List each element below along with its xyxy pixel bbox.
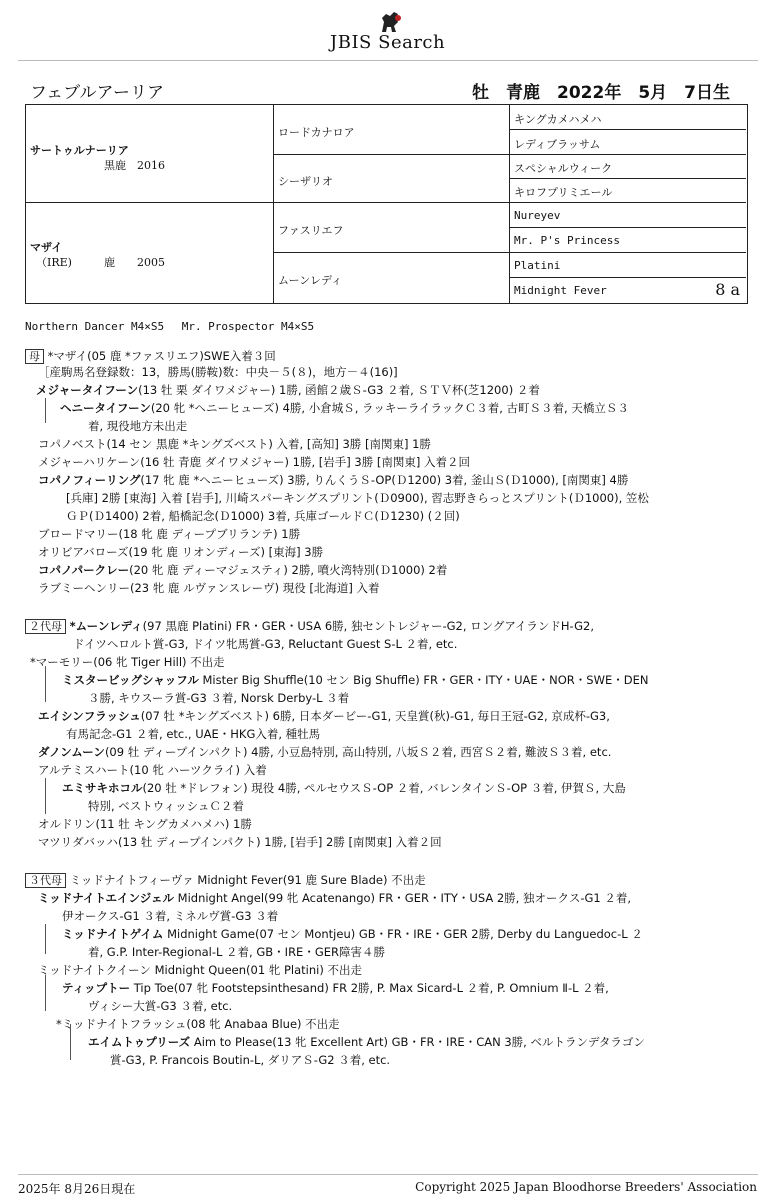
tree-connector bbox=[45, 398, 46, 423]
horse-info: 牡 青鹿 2022年 5月 7日生 bbox=[472, 83, 730, 103]
record-text: マツリダバッハ(13 牡 ディープインパクト) 1勝, [岩手] 2勝 [南関東] 入着２回 bbox=[38, 835, 442, 849]
record-line bbox=[25, 618, 594, 634]
horse-link[interactable]: ヘニータイフーン bbox=[60, 401, 151, 415]
record-line bbox=[38, 816, 252, 832]
horse-link[interactable]: ミッドナイトゲイム bbox=[62, 927, 164, 941]
record-text: ブロードマリー(18 牝 鹿 ディープブリランテ) 1勝 bbox=[38, 527, 301, 541]
record-line bbox=[88, 418, 187, 434]
record-line bbox=[38, 436, 431, 452]
record-line bbox=[38, 890, 631, 906]
sire-detail: 黒鹿 2016 bbox=[104, 159, 165, 172]
record-line bbox=[38, 708, 610, 724]
record-line bbox=[56, 1016, 340, 1032]
record-line bbox=[62, 980, 609, 996]
record-text: (20 牝 *ヘニーヒューズ) 4勝, 小倉城Ｓ, ラッキーライラックＣ３着, 古町Ｓ３着, 天橋立Ｓ３ bbox=[150, 401, 629, 415]
record-text: 着, 現役地方未出走 bbox=[88, 419, 188, 433]
gen3-name[interactable]: キングカメハメハ bbox=[514, 113, 602, 126]
record-text: 着, G.P. Inter-Regional-L ２着, GB・IRE・GER障害４勝 bbox=[88, 945, 385, 959]
gen3-name[interactable]: Nureyev bbox=[514, 209, 561, 222]
gen3-name[interactable]: Midnight Fever bbox=[514, 284, 607, 297]
generation-badge: 母 bbox=[25, 349, 44, 364]
dam-detail: 鹿 2005 bbox=[104, 256, 165, 269]
record-line bbox=[38, 562, 447, 578]
tree-connector bbox=[45, 975, 46, 1011]
gen3-name[interactable]: レディブラッサム bbox=[514, 138, 601, 151]
record-text: [兵庫] 2勝 [東海] 入着 [岩手], 川崎スパーキングスプリント(Ｄ0900), 習志野きらっとスプリント(Ｄ1000), 笠松 bbox=[66, 491, 649, 505]
record-line bbox=[38, 580, 380, 596]
horse-name: フェブルアーリア bbox=[30, 83, 164, 103]
record-line bbox=[38, 962, 362, 978]
horse-link[interactable]: ミスタービッグシャッフル bbox=[62, 673, 199, 687]
record-text: (07 牡 *キングズベスト) 6勝, 日本ダービー-G1, 天皇賞(秋)-G1, 毎日王冠-G2, 京成杯-G3, bbox=[140, 709, 610, 723]
horse-link[interactable]: エイシンフラッシュ bbox=[38, 709, 141, 723]
record-text: ３勝, キウスーラ賞-G3 ３着, Norsk Derby-L ３着 bbox=[88, 691, 350, 705]
record-text: *マーモリー(06 牝 Tiger Hill) 不出走 bbox=[30, 655, 225, 669]
record-text: Midnight Game(07 セン Montjeu) GB・FR・IRE・GER 2勝, Derby du Languedoc-L ２ bbox=[163, 927, 643, 941]
dam-name[interactable]: マザイ bbox=[30, 241, 63, 254]
record-text: *ミッドナイトフラッシュ(08 牝 Anabaa Blue) 不出走 bbox=[56, 1017, 340, 1031]
record-text: ミッドナイトフィーヴァ Midnight Fever(91 鹿 Sure Blade) 不出走 bbox=[69, 873, 426, 887]
record-line bbox=[38, 472, 628, 488]
record-line bbox=[30, 654, 225, 670]
horse-link[interactable]: ミッドナイトエインジェル bbox=[38, 891, 174, 905]
record-line bbox=[66, 726, 320, 742]
record-line bbox=[25, 872, 426, 888]
record-text: (20 牡 *ドレフォン) 現役 4勝, ペルセウスＳ-OP ２着, バレンタインＳ-OP ３着, 伊賀Ｓ, 大島 bbox=[142, 781, 626, 795]
horse-link[interactable]: ティップトー bbox=[62, 981, 131, 995]
record-text: メジャーハリケーン(16 牡 青鹿 ダイワメジャー) 1勝, [岩手] 3勝 [南関東] 入着２回 bbox=[38, 455, 471, 469]
record-text: コパノベスト(14 セン 黒鹿 *キングズベスト) 入着, [高知] 3勝 [南関東] 1勝 bbox=[38, 437, 431, 451]
tree-connector bbox=[45, 924, 46, 954]
record-line bbox=[110, 1052, 390, 1068]
record-line bbox=[73, 636, 457, 652]
record-line bbox=[88, 998, 232, 1014]
record-line bbox=[60, 400, 629, 416]
horse-link[interactable]: ダノンムーン bbox=[38, 745, 105, 759]
footer-divider bbox=[18, 1174, 758, 1175]
record-line bbox=[25, 348, 276, 364]
record-line bbox=[38, 454, 470, 470]
tree-connector bbox=[70, 1024, 71, 1060]
record-text: オルドリン(11 牡 キングカメハメハ) 1勝 bbox=[38, 817, 252, 831]
record-text: ヴィシー大賞-G3 ３着, etc. bbox=[88, 999, 233, 1013]
record-text: オリビアバローズ(19 牝 鹿 リオンディーズ) [東海] 3勝 bbox=[38, 545, 324, 559]
tree-connector bbox=[45, 666, 46, 702]
record-line bbox=[62, 908, 278, 924]
logo-text: JBIS Search bbox=[330, 32, 446, 53]
horse-link[interactable]: コパノフィーリング bbox=[38, 473, 141, 487]
record-line bbox=[62, 926, 643, 942]
record-line bbox=[38, 744, 611, 760]
as-of-date: 2025年 8月26日現在 bbox=[18, 1182, 136, 1196]
family-number: 8 a bbox=[715, 280, 740, 299]
record-text: Aim to Please(13 牝 Excellent Art) GB・FR・IRE・CAN 3勝, ベルトランデタラゴン bbox=[190, 1035, 645, 1049]
tree-connector bbox=[45, 778, 46, 814]
record-text: 特別, ベストウィッシュＣ２着 bbox=[88, 799, 244, 813]
record-text: ＧＰ(Ｄ1400) 2着, 船橋記念(Ｄ1000) 3着, 兵庫ゴールドＣ(Ｄ1230) (２回) bbox=[66, 509, 460, 523]
record-line bbox=[62, 672, 648, 688]
record-text: ラブミーヘンリー(23 牝 鹿 ルヴァンスレーヴ) 現役 [北海道] 入着 bbox=[38, 581, 380, 595]
generation-badge: ２代母 bbox=[25, 619, 66, 634]
record-line bbox=[66, 490, 649, 506]
record-text: (13 牡 栗 ダイワメジャー) 1勝, 函館２歳Ｓ-G3 ２着, ＳＴＶ杯(芝1200) ２着 bbox=[138, 383, 540, 397]
record-line bbox=[66, 508, 460, 524]
record-text: 賞-G3, P. Francois Boutin-L, ダリアＳ-G2 ３着, etc. bbox=[110, 1053, 391, 1067]
horse-link[interactable]: エミサキホコル bbox=[62, 781, 143, 795]
record-text: *マザイ(05 鹿 *ファスリエフ)SWE入着３回 bbox=[47, 349, 276, 363]
record-line bbox=[38, 364, 398, 380]
horse-link[interactable]: *ムーンレディ bbox=[69, 619, 143, 633]
record-text: 有馬記念-G1 ２着, etc., UAE・HKG入着, 種牡馬 bbox=[66, 727, 321, 741]
record-line bbox=[38, 544, 323, 560]
record-text: アルテミスハート(10 牝 ハーツクライ) 入着 bbox=[38, 763, 267, 777]
inbreeding-line: Northern Dancer M4×S5 Mr. Prospector M4×S5 bbox=[25, 320, 315, 333]
gen2-name[interactable]: ムーンレディ bbox=[278, 274, 343, 287]
horse-link[interactable]: エイムトゥプリーズ bbox=[88, 1035, 191, 1049]
gen3-name[interactable]: スペシャルウィーク bbox=[514, 162, 613, 175]
record-line bbox=[88, 1034, 645, 1050]
sire-name[interactable]: サートゥルナーリア bbox=[30, 144, 129, 157]
record-line bbox=[88, 690, 349, 706]
horse-link[interactable]: コパノパークレー bbox=[38, 563, 130, 577]
record-text: Tip Toe(07 牝 Footstepsinthesand) FR 2勝, P. Max Sicard-L ２着, P. Omnium Ⅱ-L ２着, bbox=[130, 981, 609, 995]
record-line bbox=[88, 944, 385, 960]
record-line bbox=[36, 382, 540, 398]
record-line bbox=[38, 526, 300, 542]
gen2-name[interactable]: シーザリオ bbox=[278, 175, 333, 188]
record-line bbox=[38, 834, 442, 850]
record-text: (97 黒鹿 Platini) FR・GER・USA 6勝, 独セントレジャー-G2, ロングアイランドH-G2, bbox=[142, 619, 594, 633]
record-text: ミッドナイトクイーン Midnight Queen(01 牝 Platini) 不出走 bbox=[38, 963, 362, 977]
record-text: (20 牝 鹿 ディーマジェスティ) 2勝, 噴火湾特別(Ｄ1000) 2着 bbox=[129, 563, 448, 577]
record-text: (17 牝 鹿 *ヘニーヒューズ) 3勝, りんくうＳ-OP(Ｄ1200) 3着, 釜山Ｓ(Ｄ1000), [南関東] 4勝 bbox=[140, 473, 629, 487]
horse-link[interactable]: メジャータイフーン bbox=[36, 383, 139, 397]
record-text: Midnight Angel(99 牝 Acatenango) FR・GER・ITY・USA 2勝, 独オークス-G1 ２着, bbox=[174, 891, 632, 905]
record-text: ［産駒馬名登録数：13，勝馬(勝鞍)数：中央－５(８)，地方－４(16)] bbox=[38, 365, 398, 379]
record-text: 伊オークス-G1 ３着, ミネルヴ賞-G3 ３着 bbox=[62, 909, 279, 923]
gen2-name[interactable]: ファスリエフ bbox=[278, 224, 344, 237]
record-text: (09 牡 ディープインパクト) 4勝, 小豆島特別, 高山特別, 八坂Ｓ２着, 西宮Ｓ２着, 難波Ｓ３着, etc. bbox=[104, 745, 612, 759]
record-line bbox=[38, 762, 267, 778]
record-line bbox=[62, 780, 626, 796]
record-text: ドイツヘロルト賞-G3, ドイツ牝馬賞-G3, Reluctant Guest S-L ２着, etc. bbox=[73, 637, 458, 651]
gen3-name[interactable]: Platini bbox=[514, 259, 561, 272]
generation-badge: ３代母 bbox=[25, 873, 66, 888]
gen3-name[interactable]: Mr. P's Princess bbox=[514, 234, 620, 247]
gen3-name[interactable]: キロフプリミエール bbox=[514, 186, 613, 199]
record-text: Mister Big Shuffle(10 セン Big Shuffle) FR・GER・ITY・UAE・NOR・SWE・DEN bbox=[198, 673, 649, 687]
dam-origin: （IRE) bbox=[36, 256, 72, 269]
gen2-name[interactable]: ロードカナロア bbox=[278, 126, 355, 139]
copyright: Copyright 2025 Japan Bloodhorse Breeders' Association bbox=[415, 1180, 757, 1194]
record-line bbox=[88, 798, 244, 814]
